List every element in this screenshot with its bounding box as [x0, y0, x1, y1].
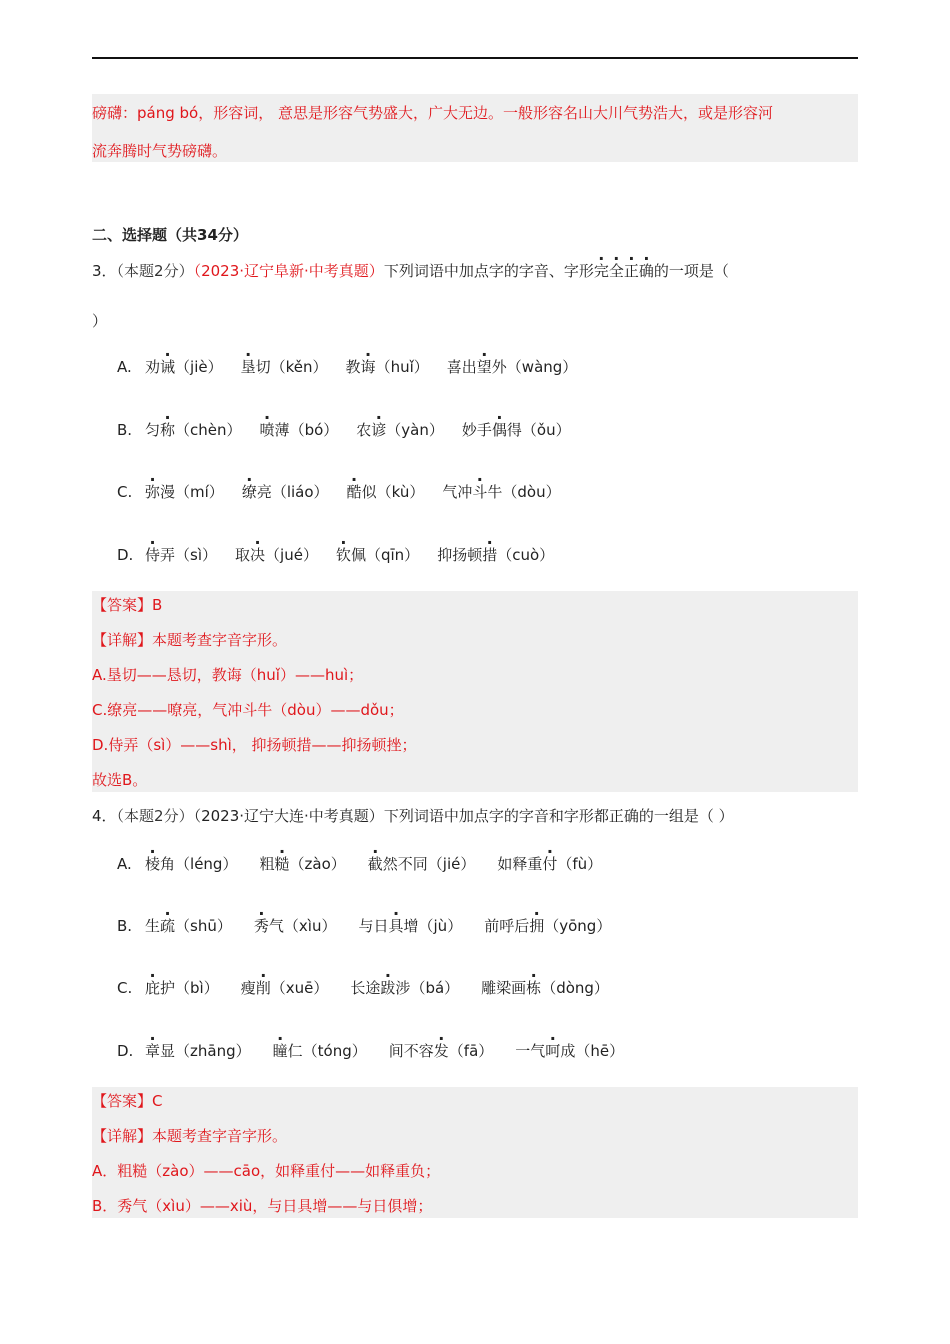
dotted-char: 栋	[526, 979, 542, 997]
q3-stem-pre: 下列词语中加点字的字音、字形	[383, 262, 594, 280]
q3-stem-post: 的一项是（	[653, 262, 729, 280]
q4-source: （2023·辽宁大连·中考真题）	[193, 807, 384, 825]
word-part: 劝	[145, 358, 161, 376]
detail-label: 【详解】	[92, 631, 153, 649]
dotted-char: 诲	[360, 358, 376, 376]
q4-detail-line: B．秀气（xìu）——xiù，与日具增——与日俱增；	[92, 1197, 433, 1215]
option-word	[350, 978, 459, 998]
dotted-char: 谚	[371, 421, 387, 439]
dotted-char: 呵	[545, 1042, 561, 1060]
dotted-char: 垦	[240, 358, 256, 376]
dotted-char: 弥	[145, 483, 161, 501]
q4-number: 4．	[92, 807, 117, 825]
q3-detail-line: A.垦切——恳切，教诲（huǐ）——huì；	[92, 666, 364, 684]
dotted-char: 偶	[491, 421, 507, 439]
word-part: 漫	[160, 483, 176, 501]
pinyin: （xuē）	[270, 979, 329, 997]
word-part: 显	[160, 1042, 176, 1060]
option-word	[356, 420, 444, 440]
option-letter: B.	[117, 917, 133, 935]
q3-detail-line: 故选B。	[92, 771, 148, 789]
dotted-char: 侍	[145, 546, 161, 564]
q3-dot-char: 全	[608, 262, 624, 280]
option-word	[145, 482, 224, 502]
option-word	[347, 482, 425, 502]
pinyin: （dòu）	[502, 483, 561, 501]
dotted-char: 发	[433, 1042, 449, 1060]
q3-meta: （本题2分）	[116, 262, 194, 280]
option-word	[442, 482, 560, 502]
word-part: 护	[160, 979, 176, 997]
answer-label: 【答案】	[92, 1092, 153, 1110]
option-word	[242, 482, 329, 502]
option-letter: C.	[117, 483, 133, 501]
word-part: 似	[361, 483, 377, 501]
q4-stem	[92, 806, 734, 826]
option-word	[259, 854, 345, 874]
word-part: 前呼后	[484, 917, 530, 935]
detail-label: 【详解】	[92, 1127, 153, 1145]
word-part: 气冲	[442, 483, 473, 501]
dotted-char: 跋	[380, 979, 396, 997]
option-word	[145, 916, 232, 936]
q3-source: （2023·辽宁阜新·中考真题）	[193, 262, 384, 280]
q3-stem	[92, 261, 729, 281]
pinyin: （bá）	[410, 979, 460, 997]
word-part: 粗	[259, 855, 275, 873]
note-line-1: 磅礴：páng bó，形容词， 意思是形容气势盛大，广大无边。一般形容名山大川气势浩大，或是形容河	[92, 104, 773, 122]
dotted-char: 章	[145, 1042, 161, 1060]
option-word	[145, 1041, 251, 1061]
option-word	[462, 420, 571, 440]
q4-stem-text: 下列词语中加点字的字音和字形都正确的一组是（ ）	[383, 807, 734, 825]
option-word	[273, 1041, 367, 1061]
dotted-char: 措	[482, 546, 498, 564]
word-part: 仁	[287, 1042, 303, 1060]
q4-option-b	[117, 916, 611, 936]
option-word	[145, 978, 219, 998]
word-part: 匀	[145, 421, 161, 439]
pinyin: （zào）	[289, 855, 346, 873]
dotted-char: 缭	[241, 483, 257, 501]
word-part: 如释重	[497, 855, 543, 873]
option-word	[145, 545, 217, 565]
dotted-char: 糙	[274, 855, 290, 873]
option-word	[145, 854, 237, 874]
word-part: 成	[560, 1042, 576, 1060]
dotted-char: 钦	[335, 546, 351, 564]
option-word	[254, 916, 337, 936]
q4-detail-line: A．粗糙（zào）——cāo，如释重付——如释重负；	[92, 1162, 441, 1180]
q4-option-a	[117, 854, 602, 874]
dotted-char: 付	[542, 855, 558, 873]
word-part: 然不同	[382, 855, 428, 873]
dotted-char: 拥	[529, 917, 545, 935]
word-part: 间不容	[388, 1042, 434, 1060]
option-letter: A.	[117, 358, 132, 376]
pinyin: （bì）	[175, 979, 219, 997]
pinyin: （sì）	[175, 546, 218, 564]
word-part: 得	[506, 421, 522, 439]
answer-value: B	[152, 596, 163, 614]
q4-answer	[92, 1091, 163, 1111]
q3-dot-char: 完	[593, 262, 609, 280]
pinyin: （cuò）	[497, 546, 555, 564]
pinyin: （shū）	[175, 917, 232, 935]
pinyin: （kěn）	[270, 358, 328, 376]
dotted-char: 削	[255, 979, 271, 997]
q3-option-a	[117, 357, 577, 377]
dotted-char: 庇	[145, 979, 161, 997]
option-word	[484, 916, 611, 936]
pinyin: （chèn）	[175, 421, 242, 439]
option-word	[145, 357, 223, 377]
option-word	[437, 545, 554, 565]
dotted-char: 棱	[145, 855, 161, 873]
answer-value: C	[152, 1092, 163, 1110]
pinyin: （fā）	[448, 1042, 494, 1060]
pinyin: （mí）	[175, 483, 224, 501]
option-word	[389, 1041, 494, 1061]
option-word	[336, 545, 419, 565]
q4-detail	[92, 1126, 287, 1146]
option-letter: D.	[117, 1042, 134, 1060]
word-part: 薄	[274, 421, 290, 439]
word-part: 雕梁画	[481, 979, 527, 997]
option-word	[447, 357, 578, 377]
option-word	[260, 420, 339, 440]
pinyin: （hē）	[575, 1042, 625, 1060]
word-part: 切	[255, 358, 271, 376]
word-part: 抑扬顿	[437, 546, 483, 564]
word-part: 增	[403, 917, 419, 935]
word-part: 长途	[350, 979, 381, 997]
pinyin: （xìu）	[283, 917, 337, 935]
q3-answer	[92, 595, 162, 615]
option-word	[235, 545, 318, 565]
word-part: 亮	[256, 483, 272, 501]
q4-option-d	[117, 1041, 624, 1061]
word-part: 佩	[350, 546, 366, 564]
word-part: 与日	[358, 917, 389, 935]
word-part: 涉	[395, 979, 411, 997]
dotted-char: 截	[367, 855, 383, 873]
option-word	[368, 854, 476, 874]
option-word	[481, 978, 609, 998]
q3-detail	[92, 630, 287, 650]
word-part: 教	[345, 358, 361, 376]
pinyin: （zhāng）	[175, 1042, 251, 1060]
option-letter: D.	[117, 546, 134, 564]
q3-option-d	[117, 545, 554, 565]
pinyin: （jù）	[418, 917, 463, 935]
word-part: 取	[235, 546, 251, 564]
word-part: 生	[145, 917, 161, 935]
word-part: 弄	[160, 546, 176, 564]
word-part: 角	[160, 855, 176, 873]
q3-detail-line: C.缭亮——嘹亮，气冲斗牛（dòu）——dǒu；	[92, 701, 404, 719]
pinyin: （bó）	[289, 421, 339, 439]
pinyin: （wàng）	[506, 358, 578, 376]
pinyin: （qīn）	[365, 546, 420, 564]
pinyin: （kù）	[376, 483, 425, 501]
option-letter: A.	[117, 855, 132, 873]
word-part: 外	[491, 358, 507, 376]
dotted-char: 诫	[160, 358, 176, 376]
dotted-char: 瞳	[272, 1042, 288, 1060]
q4-option-c	[117, 978, 609, 998]
option-letter: B.	[117, 421, 133, 439]
pinyin: （huǐ）	[375, 358, 429, 376]
detail-text: 本题考查字音字形。	[152, 1127, 288, 1145]
word-part: 农	[356, 421, 372, 439]
pinyin: （ǒu）	[521, 421, 571, 439]
option-word	[145, 420, 242, 440]
q3-dot-char: 确	[638, 262, 654, 280]
option-word	[497, 854, 602, 874]
q3-detail-line: D.侍弄（sì）——shì， 抑扬顿措——抑扬顿挫；	[92, 736, 417, 754]
pinyin: （yàn）	[386, 421, 444, 439]
q3-option-b	[117, 420, 571, 440]
pinyin: （fù）	[557, 855, 603, 873]
dotted-char: 酷	[346, 483, 362, 501]
dotted-char: 斗	[472, 483, 488, 501]
option-letter: C.	[117, 979, 133, 997]
dotted-char: 望	[476, 358, 492, 376]
option-word	[358, 916, 462, 936]
word-part: 牛	[487, 483, 503, 501]
detail-text: 本题考查字音字形。	[152, 631, 288, 649]
pinyin: （tóng）	[302, 1042, 367, 1060]
dotted-char: 疏	[160, 917, 176, 935]
pinyin: （liáo）	[271, 483, 329, 501]
q3-answer-box	[92, 591, 858, 792]
word-part: 妙手	[461, 421, 492, 439]
dotted-char: 秀	[253, 917, 269, 935]
q3-dot-char: 正	[623, 262, 639, 280]
option-word	[346, 357, 429, 377]
q4-meta: （本题2分）	[116, 807, 194, 825]
word-part: 瘦	[240, 979, 256, 997]
word-part: 喜出	[446, 358, 477, 376]
pinyin: （jué）	[265, 546, 318, 564]
option-word	[241, 978, 329, 998]
section-title: 二、选择题（共34分）	[92, 226, 248, 244]
header-rule	[92, 57, 858, 59]
word-part: 气	[268, 917, 284, 935]
q3-option-c	[117, 482, 561, 502]
dotted-char: 具	[388, 917, 404, 935]
dotted-char: 决	[250, 546, 266, 564]
note-line-2: 流奔腾时气势磅礴。	[92, 142, 228, 160]
dotted-char: 称	[160, 421, 176, 439]
q3-number: 3．	[92, 262, 117, 280]
pinyin: （léng）	[175, 855, 238, 873]
option-word	[515, 1041, 624, 1061]
word-part: 一气	[515, 1042, 546, 1060]
answer-label: 【答案】	[92, 596, 153, 614]
option-word	[241, 357, 328, 377]
pinyin: （jiè）	[175, 358, 223, 376]
pinyin: （yōng）	[544, 917, 612, 935]
pinyin: （jié）	[427, 855, 476, 873]
dotted-char: 喷	[259, 421, 275, 439]
q3-stem-close: ）	[92, 312, 108, 330]
pinyin: （dòng）	[541, 979, 609, 997]
